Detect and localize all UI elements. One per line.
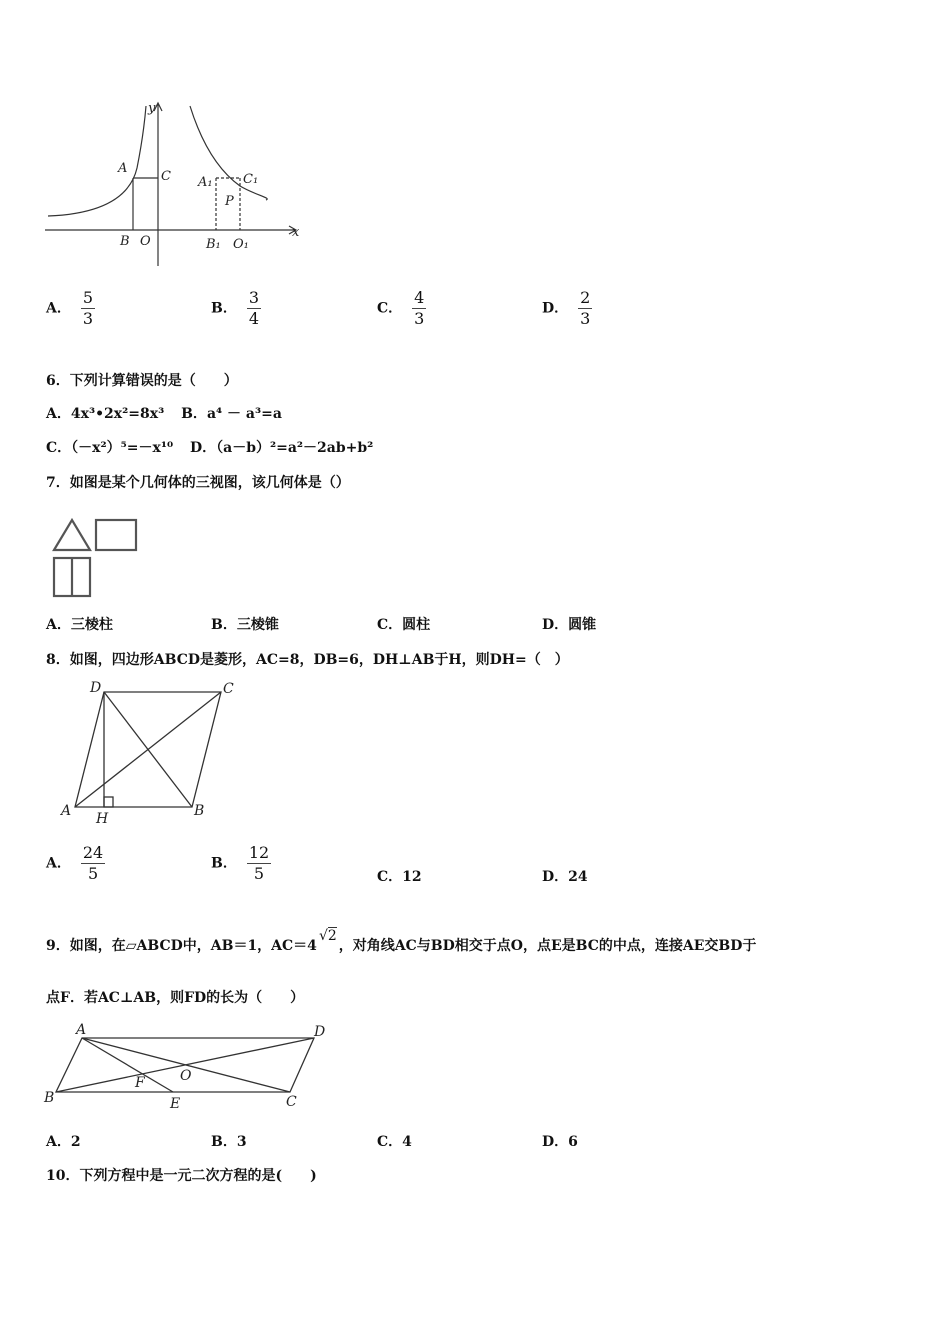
fig5-label-p: P: [225, 194, 234, 209]
q9-label-f: F: [135, 1075, 145, 1091]
q7-option-a[interactable]: A．三棱柱: [46, 617, 113, 633]
fig5-label-c: C: [161, 169, 171, 184]
q9-stem-line2: 点F．若AC⊥AB，则FD的长为（ ）: [46, 990, 305, 1006]
fig5-label-a1: A₁: [198, 175, 213, 190]
q9-label-b: B: [44, 1090, 55, 1106]
q6-stem: 6．下列计算错误的是（ ）: [46, 373, 238, 389]
q8-label-d: D: [90, 680, 102, 696]
q7-option-c[interactable]: C．圆柱: [377, 617, 431, 633]
fig5-label-b: B: [120, 234, 130, 249]
q9-option-a[interactable]: A．2: [46, 1134, 81, 1150]
fig5-label-b1: B₁: [206, 237, 221, 252]
q7-stem: 7．如图是某个几何体的三视图，该几何体是（）: [46, 475, 350, 491]
q9-option-b[interactable]: B．3: [211, 1134, 247, 1150]
q6-option-a[interactable]: A．4x³•2x²=8x³: [46, 406, 165, 422]
q8-option-c[interactable]: C．12: [377, 869, 422, 885]
fig5-label-a: A: [118, 161, 128, 176]
q6-options-row2: [46, 437, 373, 457]
q9-stem-line1: 9．如图，在▱ABCD中，AB＝1，AC＝4√2，对角线AC与BD相交于点O，点E是BC的中点，连接AE交BD于: [46, 928, 757, 954]
q8-label-h: H: [96, 811, 109, 827]
q8-stem: 8．如图，四边形ABCD是菱形，AC=8，DB=6，DH⊥AB于H，则DH=（ ）: [46, 652, 569, 668]
fig5-label-o: O: [140, 234, 151, 249]
fig5-label-x: x: [292, 225, 300, 240]
q7-front-view-triangle: [54, 520, 90, 550]
q7-three-views-figure: [46, 510, 146, 602]
q6-option-b[interactable]: B．a⁴ － a³=a: [181, 406, 282, 422]
q6-options-row1: [46, 403, 282, 423]
q8-option-b[interactable]: B． $\frac{12}{5}$: [211, 843, 270, 883]
q5-option-a[interactable]: A． $\frac{5}{3}$: [46, 288, 94, 328]
q5-option-b[interactable]: B． $\frac{3}{4}$: [211, 288, 260, 328]
q10-stem: 10．下列方程中是一元二次方程的是( ): [46, 1168, 317, 1184]
q8-option-a[interactable]: A． $\frac{24}{5}$: [46, 843, 104, 883]
q6-option-c[interactable]: C．（－x²）⁵=－x¹⁰: [46, 440, 174, 456]
q9-parallelogram-figure: [42, 1020, 342, 1115]
q5-graph-figure: [40, 98, 310, 268]
q5-option-d[interactable]: D． $\frac{2}{3}$: [542, 288, 591, 328]
q6-option-d[interactable]: D．（a－b）²=a²－2ab+b²: [189, 440, 374, 456]
q9-label-d: D: [314, 1024, 326, 1040]
fig5-label-c1: C₁: [243, 172, 259, 187]
q9-label-e: E: [170, 1096, 181, 1112]
q5-option-c[interactable]: C． $\frac{4}{3}$: [377, 288, 425, 328]
q7-option-b[interactable]: B．三棱锥: [211, 617, 279, 633]
q7-side-view-rect: [96, 520, 136, 550]
fig5-label-o1: O₁: [233, 237, 249, 252]
q9-option-c[interactable]: C．4: [377, 1134, 412, 1150]
q7-option-d[interactable]: D．圆锥: [542, 617, 597, 633]
q8-label-c: C: [223, 681, 234, 697]
q8-rhombus-figure: [56, 677, 246, 827]
fig5-label-y: y: [148, 101, 156, 116]
q8-label-b: B: [194, 803, 205, 819]
q9-option-d[interactable]: D．6: [542, 1134, 578, 1150]
q9-label-o: O: [180, 1068, 192, 1084]
q9-sqrt: √2: [318, 928, 337, 944]
q8-option-d[interactable]: D．24: [542, 869, 588, 885]
q9-label-a: A: [76, 1022, 87, 1038]
q9-label-c: C: [286, 1094, 297, 1110]
q8-label-a: A: [61, 803, 72, 819]
